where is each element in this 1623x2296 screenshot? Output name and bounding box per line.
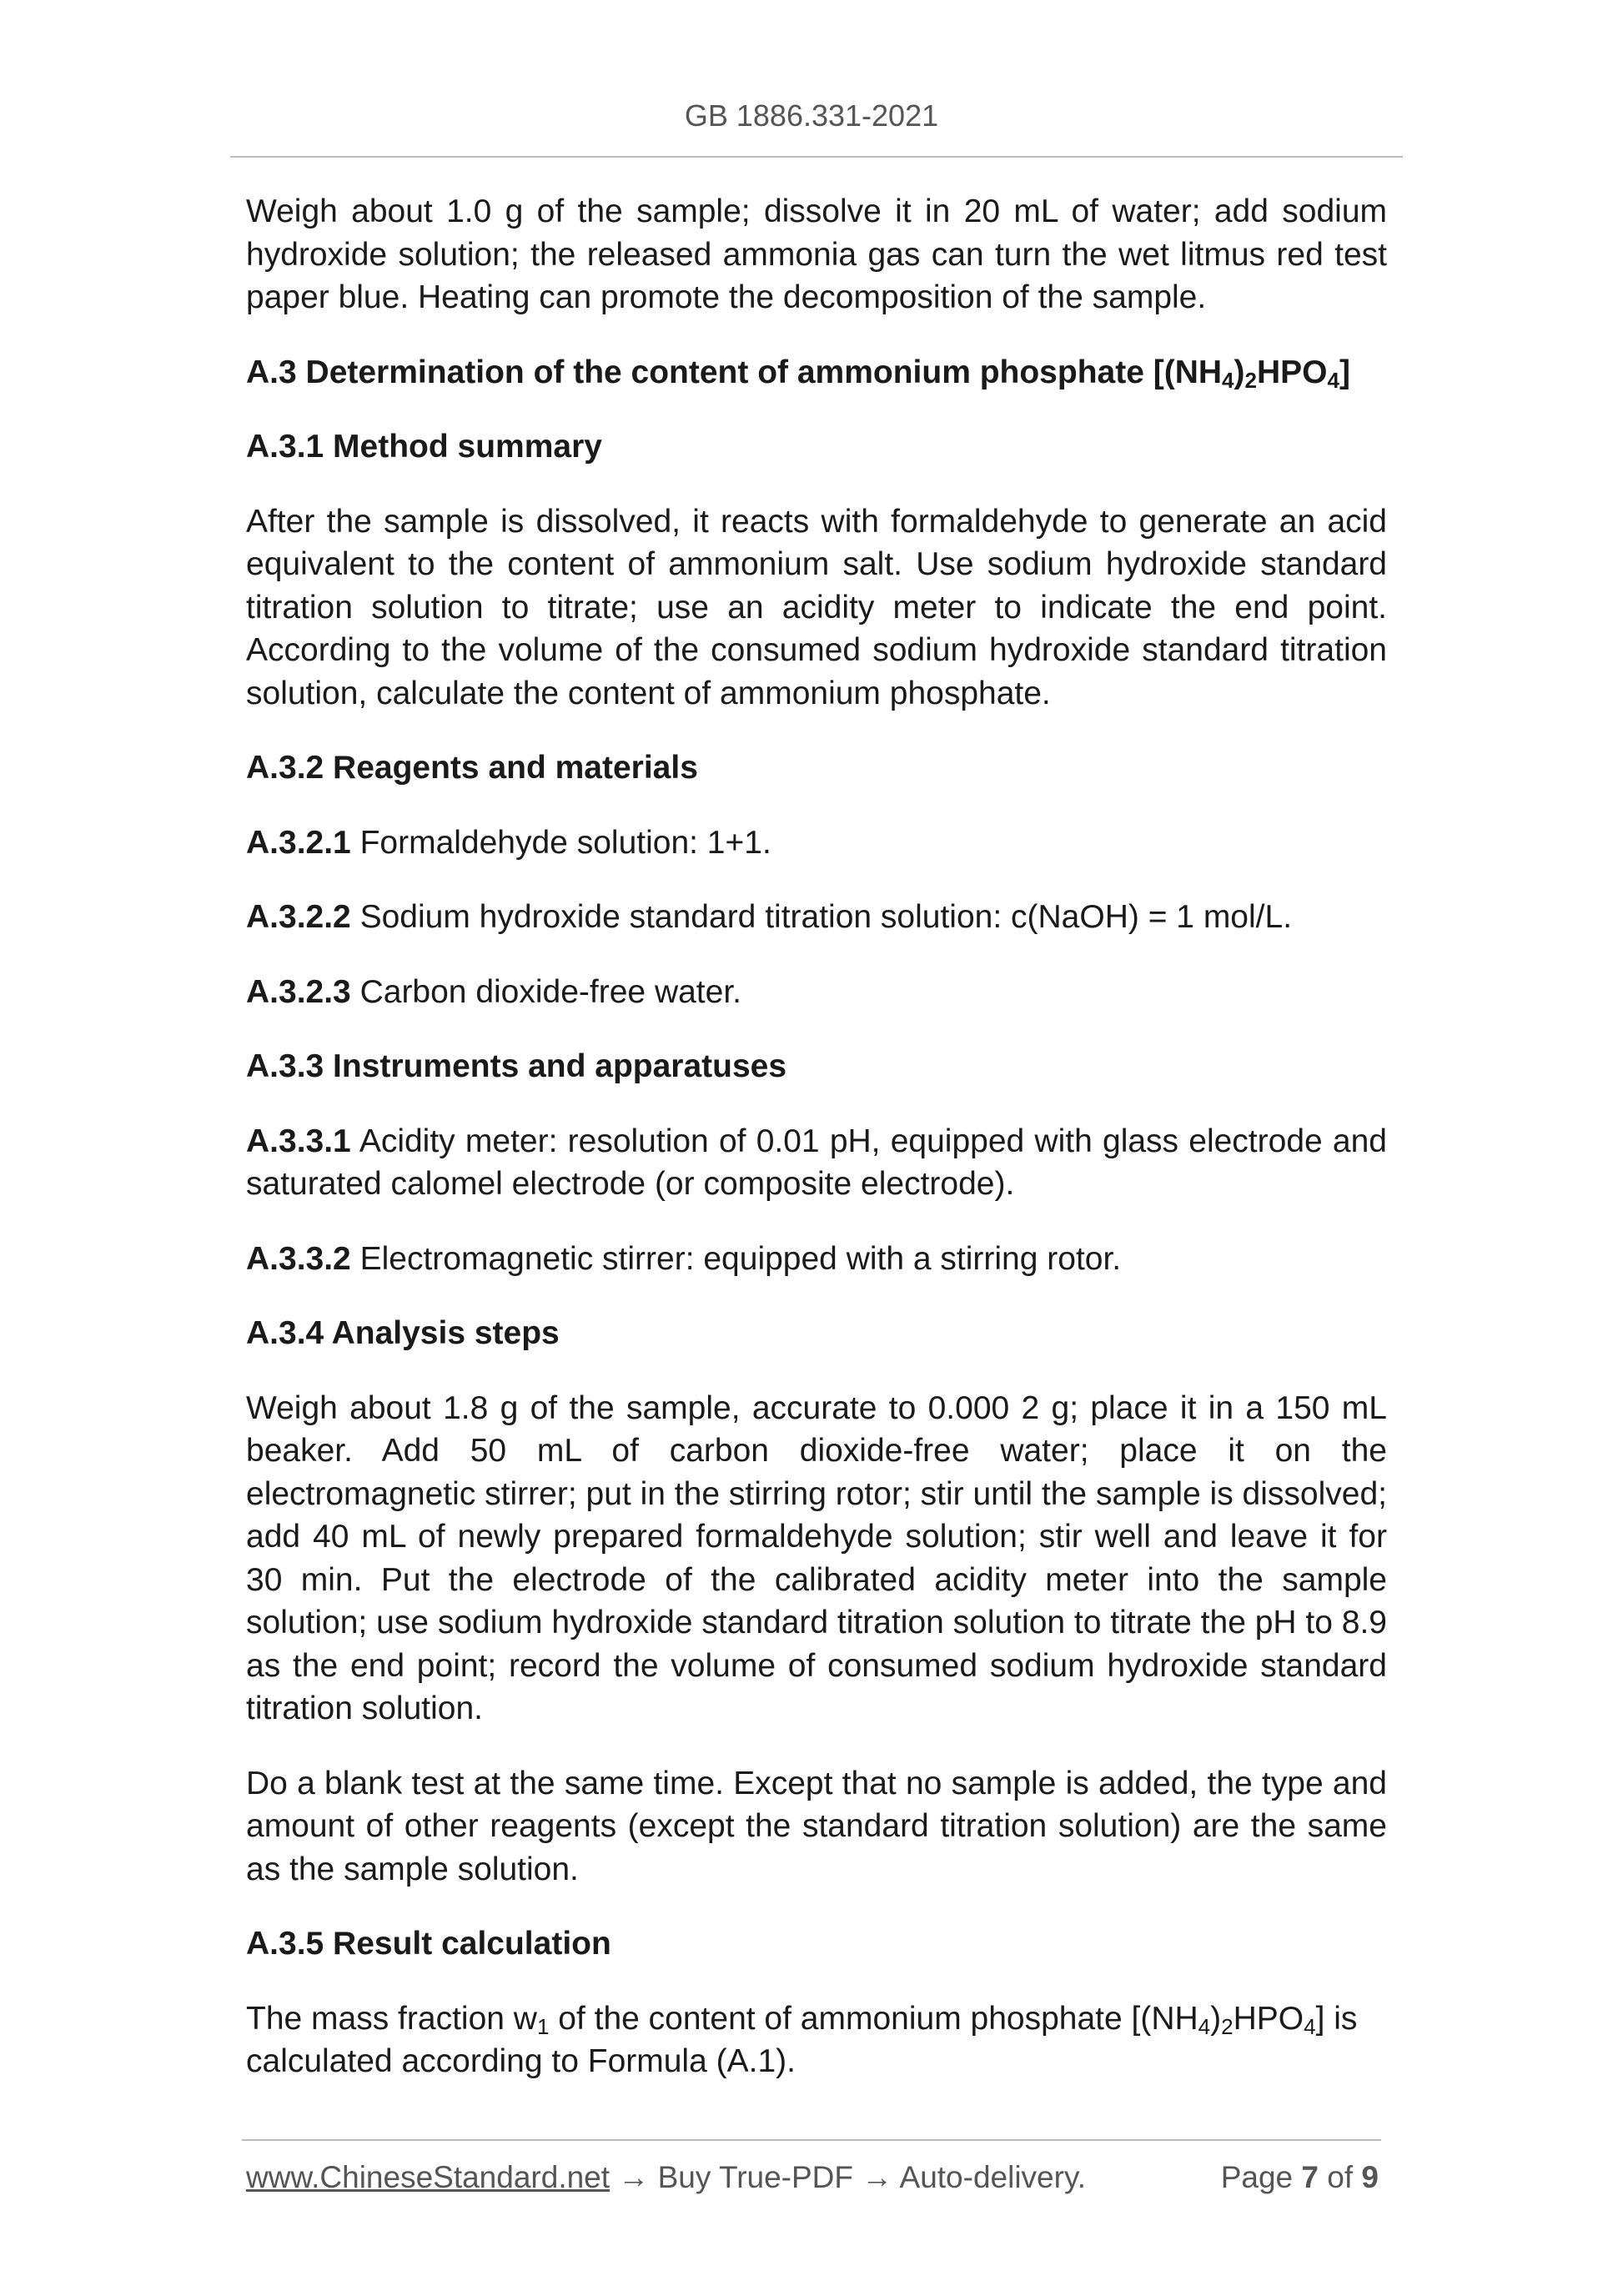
section-a3-heading: A.3 Determination of the content of ammonium phosphate $[(NH_4)_2HPO_4]$: [246, 354, 1350, 393]
section-a35-heading: A.3.5 Result calculation: [246, 1926, 611, 1962]
page-indicator: Page 7 of 9: [1220, 2160, 1379, 2194]
section-a33-heading: A.3.3 Instruments and apparatuses: [246, 1048, 787, 1084]
analysis-steps-paragraph: Weigh about 1.8 g of the sample, accurate to 0.000 2 g; place it in a 150 mL beaker. Add 50 mL of carbon dioxide-free water; place it on the electromagnetic stirrer; put in the stirring rotor; stir until the sample is dissolved; add 40 mL of newly prepared formaldehyde solution; stir well and leave it for 30 min. Put the electrode of the calibrated acidity meter into the sample solution; use sodium hydroxide standard titration solution to titrate the pH to 8.9 as the end point; record the volume of consumed sodium hydroxide standard titration solution.: [246, 1389, 1387, 1726]
clause-a321: A.3.2.1 Formaldehyde solution: 1+1.: [246, 824, 771, 861]
site-link[interactable]: www.ChineseStandard.net: [246, 2160, 611, 2194]
header-divider: [230, 156, 1403, 158]
section-a32-heading: A.3.2 Reagents and materials: [246, 750, 698, 786]
footer-divider: [242, 2139, 1381, 2141]
page-footer: [246, 2160, 1379, 2195]
result-calculation-text: The mass fraction $w_1$ of the content of ammonium phosphate $[(NH_4)_2HPO_4]$ is calculated according to Formula (A.1).: [246, 2000, 1358, 2079]
standard-code: GB 1886.331-2021: [684, 98, 939, 133]
section-a31-heading: A.3.1 Method summary: [246, 429, 602, 465]
total-pages: 9: [1361, 2160, 1379, 2194]
current-page: 7: [1301, 2160, 1319, 2194]
footer-promo: www.ChineseStandard.net → Buy True-PDF → Auto-delivery.: [246, 2160, 1086, 2194]
intro-paragraph: Weigh about 1.0 g of the sample; dissolve it in 20 mL of water; add sodium hydroxide solution; the released ammonia gas can turn the wet litmus red test paper blue. Heating can promote the decomposition of the sample.: [246, 193, 1387, 315]
document-body: [246, 190, 1387, 2115]
clause-a332: A.3.3.2 Electromagnetic stirrer: equipped with a stirring rotor.: [246, 1240, 1122, 1277]
clause-a323: A.3.2.3 Carbon dioxide-free water.: [246, 973, 741, 1010]
blank-test-paragraph: Do a blank test at the same time. Except that no sample is added, the type and amount of other reagents (except the standard titration solution) are the same as the sample solution.: [246, 1765, 1387, 1887]
section-a34-heading: A.3.4 Analysis steps: [246, 1315, 560, 1351]
clause-a331: A.3.3.1 Acidity meter: resolution of 0.01 pH, equipped with glass electrode and saturated calomel electrode (or composite electrode).: [246, 1123, 1387, 1202]
method-summary-text: After the sample is dissolved, it reacts with formaldehyde to generate an acid equivalent to the content of ammonium salt. Use sodium hydroxide standard titration solution to titrate; use an acidity meter to indicate the end point. According to the volume of the consumed sodium hydroxide standard titration solution, calculate the content of ammonium phosphate.: [246, 503, 1387, 711]
page-header: [0, 98, 1623, 133]
clause-a322: A.3.2.2 Sodium hydroxide standard titration solution: c(NaOH) = 1 mol/L.: [246, 899, 1293, 935]
